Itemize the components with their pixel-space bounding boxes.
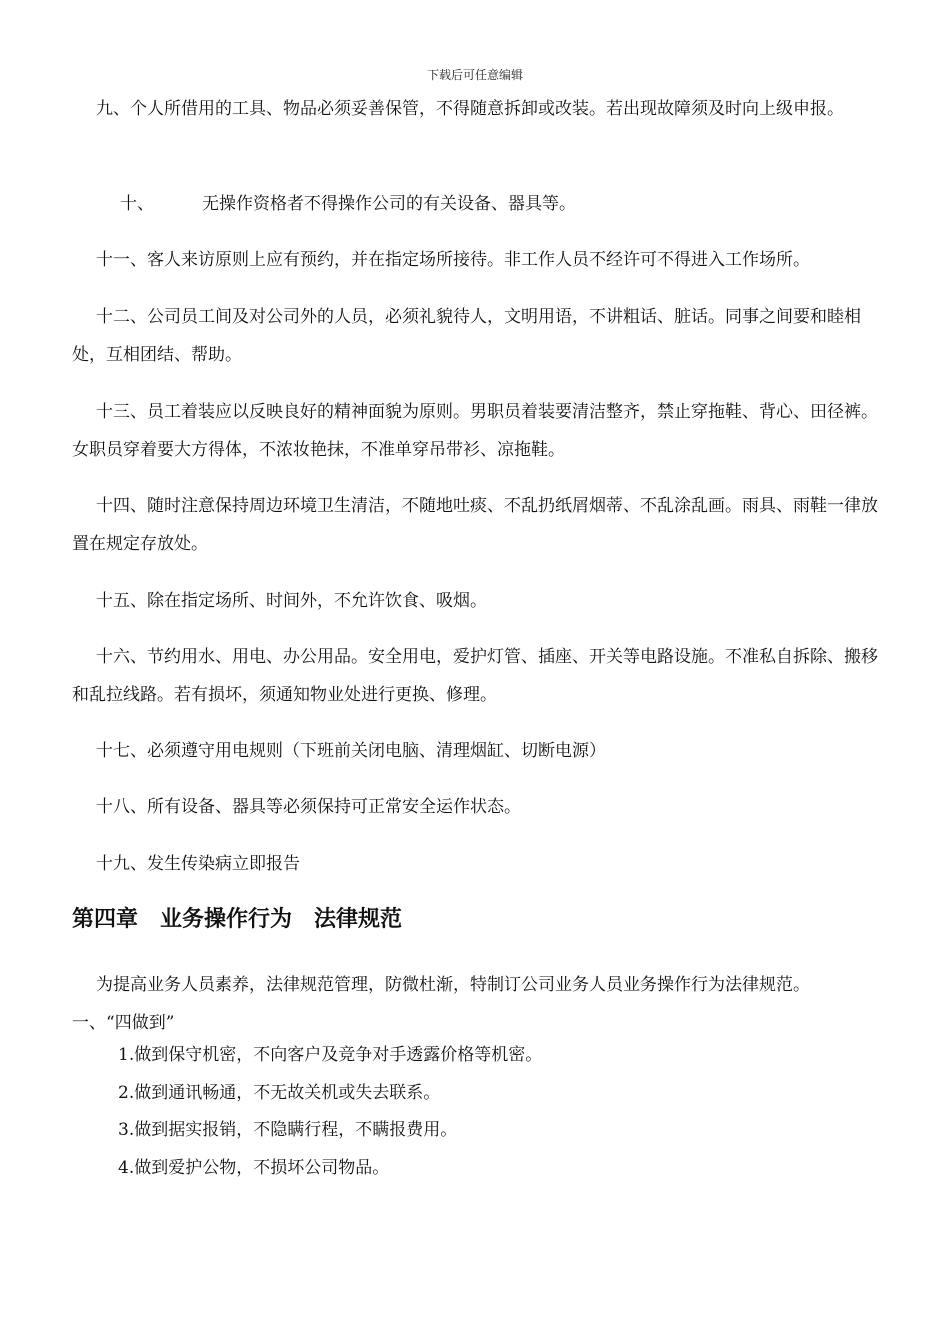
list-item: 2.做到通讯畅通，不无故关机或失去联系。 xyxy=(118,1082,441,1103)
rule-13: 十三、员工着装应以反映良好的精神面貌为原则。男职员着装要清洁整齐，禁止穿拖鞋、背心、田径裤。女职员穿着要大方得体，不浓妆艳抹，不准单穿吊带衫、凉拖鞋。 xyxy=(72,402,878,460)
intro-block xyxy=(72,966,902,1042)
chapter-title: 第四章 业务操作行为 法律规范 xyxy=(72,907,403,932)
list-item: 1.做到保守机密，不向客户及竞争对手透露价格等机密。 xyxy=(118,1045,543,1065)
rule-10-number: 十、 xyxy=(120,194,154,214)
rule-14: 十四、随时注意保持周边环境卫生清洁，不随地吐痰、不乱扔纸屑烟蒂、不乱涂乱画。雨具、雨鞋一律放置在规定存放处。 xyxy=(72,496,878,554)
section-heading: 一、“四做到” xyxy=(72,1013,175,1033)
intro-text: 为提高业务人员素养，法律规范管理，防微杜渐，特制订公司业务人员业务操作行为法律规范。 xyxy=(96,975,810,995)
rule-19: 十九、发生传染病立即报告 xyxy=(96,854,300,874)
rule-12: 十二、公司员工间及对公司外的人员，必须礼貌待人，文明用语，不讲粗话、脏话。同事之间要和睦相处，互相团结、帮助。 xyxy=(72,307,861,365)
rule-11: 十一、客人来访原则上应有预约，并在指定场所接待。非工作人员不经许可不得进入工作场所。 xyxy=(96,250,810,270)
list-item: 4.做到爱护公物，不损坏公司物品。 xyxy=(118,1157,390,1178)
rule-16: 十六、节约用水、用电、办公用品。安全用电，爱护灯管、插座、开关等电路设施。不准私自拆除、搬移和乱拉线路。若有损坏，须通知物业处进行更换、修理。 xyxy=(72,647,878,705)
rule-10-text: 无操作资格者不得操作公司的有关设备、器具等。 xyxy=(202,194,576,214)
list-item: 3.做到据实报销，不隐瞒行程，不瞒报费用。 xyxy=(118,1120,458,1140)
rule-9: 九、个人所借用的工具、物品必须妥善保管，不得随意拆卸或改装。若出现故障须及时向上级申报。 xyxy=(96,99,844,119)
four-do-list xyxy=(118,1037,542,1187)
rule-18: 十八、所有设备、器具等必须保持可正常安全运作状态。 xyxy=(96,797,521,817)
rule-17: 十七、必须遵守用电规则（下班前关闭电脑、清理烟缸、切断电源） xyxy=(96,741,606,761)
page-header-note: 下载后可任意编辑 xyxy=(426,68,523,82)
rule-15: 十五、除在指定场所、时间外，不允许饮食、吸烟。 xyxy=(96,591,487,611)
rule-10 xyxy=(72,185,892,223)
